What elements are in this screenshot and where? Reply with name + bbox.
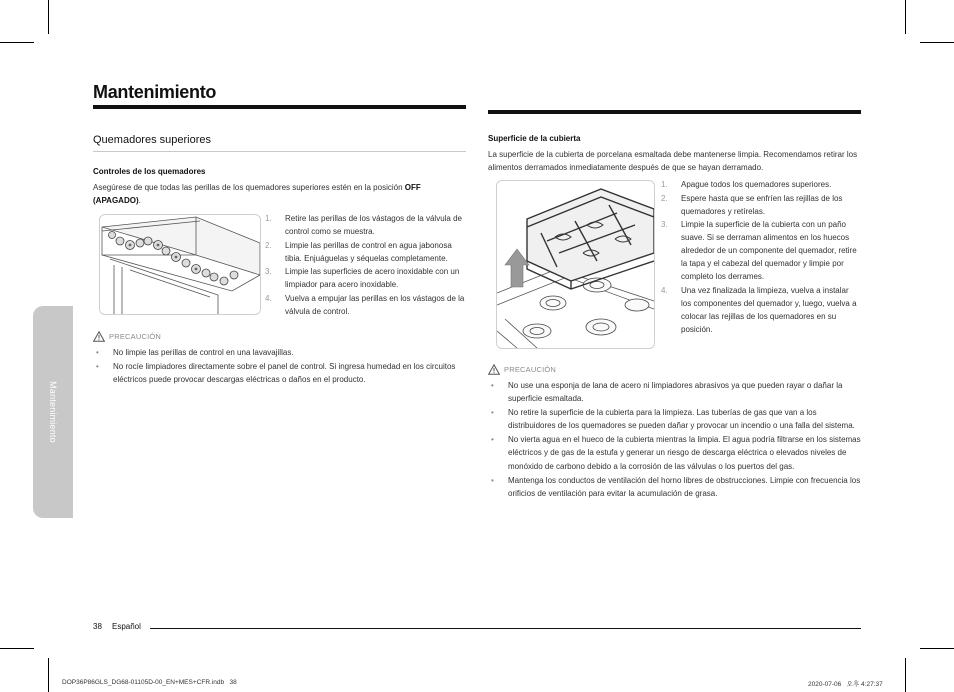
- crop-mark: [48, 658, 49, 692]
- list-item: 2. Espere hasta que se enfríen las rejillas de los quemadores y retírelas.: [661, 193, 843, 216]
- page-title: Mantenimiento: [93, 82, 217, 102]
- list-item: • No retire la superficie de la cubierta para la limpieza. Las tuberías de gas que van a los distribuidores de los quemadores se pueden dañar y provocar un incendio o una falla del sistema.: [491, 408, 855, 431]
- caution-list: [488, 379, 863, 501]
- caution-label: PRECAUCIÓN: [93, 331, 161, 342]
- crop-mark: [905, 0, 906, 34]
- crop-mark: [905, 658, 906, 692]
- crop-mark: [0, 42, 34, 43]
- list-item: 1. Retire las perillas de los vástagos de la válvula de control como se muestra.: [265, 214, 462, 236]
- list-item: 3. Limpie la superficie de la cubierta con un paño suave. Si se derraman alimentos en los huecos alrededor de un componente del quemador, retire la tapa y el cabezal del quemador y limpie por completo los derrames.: [661, 220, 857, 281]
- list-item: 2. Limpie las perillas de control en agua jabonosa tibia. Enjuáguelas y séquelas completamente.: [265, 240, 452, 263]
- knobs-illustration-svg: [100, 215, 260, 314]
- intro-bold-text: OFF (APAGADO): [93, 183, 421, 205]
- crop-mark: [920, 648, 954, 649]
- file-info: DOP36P86GLS_DG68-01105D-00_EN+MES+CFR.indb 38: [62, 679, 237, 686]
- list-item: 1. Apague todos los quemadores superiores.: [661, 180, 832, 189]
- knob-steps-list: [265, 212, 465, 318]
- footer-rule: [150, 628, 861, 629]
- intro-paragraph: La superficie de la cubierta de porcelana esmaltada debe mantenerse limpia. Recomendamos retirar los alimentos derramados inmediatamente después de que se hayan derramado.: [488, 150, 858, 172]
- list-item: 4. Una vez finalizada la limpieza, vuelva a instalar los componentes del quemador y, luego, vuelva a colocar las rejillas de los quemadores en su posición.: [661, 285, 857, 334]
- caution-list: [93, 346, 463, 387]
- subsection-heading: Superficie de la cubierta: [488, 134, 581, 143]
- crop-mark: [0, 648, 34, 649]
- warning-triangle-icon: [488, 364, 500, 375]
- subsection-heading: Controles de los quemadores: [93, 167, 206, 176]
- title-rule-left: [93, 105, 466, 109]
- title-rule-right: [488, 110, 861, 114]
- intro-end: .: [138, 196, 141, 205]
- cooktop-steps-list: [661, 178, 861, 336]
- list-item: 3. Limpie las superficies de acero inoxidable con un limpiador para acero inoxidable.: [265, 267, 460, 289]
- list-item: 4. Vuelva a empujar las perillas en los vástagos de la válvula de control.: [265, 293, 465, 316]
- heading-divider: [93, 151, 466, 152]
- list-item: • No limpie las perillas de control en una lavavajillas.: [96, 348, 294, 357]
- list-item: • No rocíe limpiadores directamente sobre el panel de control. Si ingresa humedad en los circuitos eléctricos puede provocar descargas eléctricas o daños en el producto.: [96, 361, 456, 385]
- print-timestamp: 2020-07-06 오후 4:27:37: [808, 681, 883, 688]
- side-chapter-tab: [33, 306, 73, 518]
- list-item: • Mantenga los conductos de ventilación del horno libres de obstrucciones. Limpie con frecuencia los orificios de ventilación para evitar la acumulación de grasa.: [491, 475, 861, 498]
- section-heading: Quemadores superiores: [93, 134, 212, 146]
- crop-mark: [920, 42, 954, 43]
- page-number: 38: [93, 622, 102, 631]
- cooktop-illustration: [496, 180, 655, 349]
- side-tab-label: Mantenimiento: [48, 381, 58, 443]
- warning-triangle-icon: [93, 331, 105, 342]
- knobs-illustration: [99, 214, 261, 315]
- caution-label: PRECAUCIÓN: [488, 364, 556, 375]
- cooktop-illustration-svg: [497, 181, 654, 348]
- intro-text: Asegúrese de que todas las perillas de los quemadores superiores estén en la posición: [93, 183, 405, 192]
- intro-paragraph: [93, 181, 463, 207]
- list-item: • No use una esponja de lana de acero ni limpiadores abrasivos ya que pueden rayar o dañar la superficie esmaltada.: [491, 381, 843, 404]
- crop-mark: [48, 0, 49, 34]
- list-item: • No vierta agua en el hueco de la cubierta mientras la limpia. El agua podría filtrarse en los sistemas eléctricos y de gas de la estufa y generar un riesgo de descarga eléctrica o elevados niveles de monóxido de carbono debido a la corrosión de las válvulas o los puertos del gas.: [491, 435, 861, 471]
- page-language: Español: [112, 622, 141, 631]
